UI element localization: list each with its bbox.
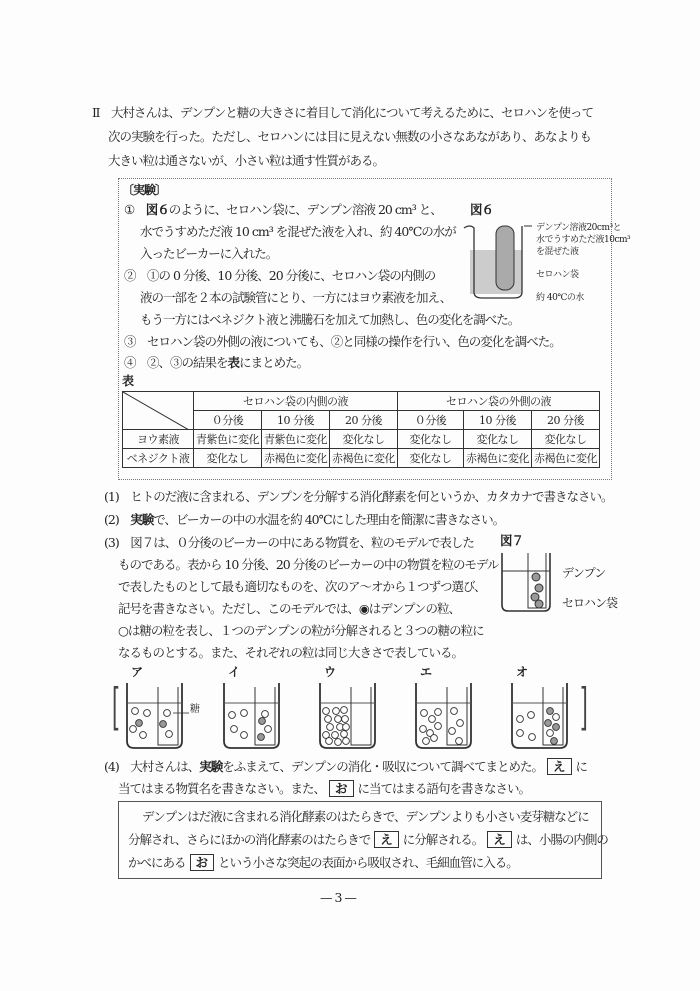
summary-line2: 分解され、さらにほかの消化酵素のはたらきで え に分解される。 え は、小腸の内側の (128, 832, 608, 847)
question-3-line1: (3) 図７は、０分後のビーカーの中にある物質を、粒のモデルで表した (104, 535, 474, 550)
starch-particle (553, 724, 560, 731)
sugar-particle (327, 724, 334, 731)
sugar-particle (132, 708, 139, 715)
option-beaker (125, 681, 189, 751)
question-3-line4: 記号を書きなさい。ただし、このモデルでは、◉はデンプンの粒、 (118, 601, 461, 616)
figure7-title: 図７ (500, 533, 524, 548)
sugar-particle (265, 726, 272, 733)
sugar-particle (517, 730, 524, 737)
sugar-particle (343, 738, 350, 745)
sugar-particle (325, 716, 332, 723)
question-3-line6: なるものとする。また、それぞれの粒は同じ大きさで表している。 (118, 645, 464, 660)
question-3-line5: ○は糖の粒を表し、１つのデンプンの粒が分解されると３つの糖の粒に (118, 623, 484, 638)
sugar-particle (341, 731, 348, 738)
figure7-beaker (498, 553, 558, 613)
option-label: ウ (324, 665, 337, 679)
step1-line3: 入ったビーカーに入れた。 (140, 246, 278, 261)
sugar-label: 糖 (190, 704, 199, 715)
sugar-particle (517, 716, 524, 723)
sugar-particle (343, 724, 350, 731)
summary-line1: デンプンはだ液に含まれる消化酵素のはたらきで、デンプンよりも小さい麦芽糖などに (142, 809, 589, 824)
sugar-particle (449, 728, 456, 735)
figure6-beaker (462, 222, 532, 302)
sugar-particle (335, 716, 342, 723)
time-header: 20 分後 (532, 411, 600, 430)
bracket-left: [ (112, 678, 120, 736)
option-beaker (222, 681, 286, 751)
option-beaker (510, 681, 574, 751)
step1-line2: 水でうすめただ液 10 cm³ を混ぜた液を入れ、約 40℃の水が (140, 224, 456, 239)
sugar-particle (457, 720, 464, 727)
sugar-particle (420, 726, 427, 733)
cell: 赤褐色に変化 (464, 449, 532, 468)
time-header: ０分後 (194, 411, 262, 430)
figure6-title: 図６ (470, 202, 494, 217)
sugar-particle (333, 708, 340, 715)
sugar-particle (342, 716, 349, 723)
step4-line: ④ ②、③の結果を表にまとめた。 (124, 355, 309, 370)
table-row (123, 430, 600, 449)
option-label: オ (516, 665, 529, 679)
starch-particle (136, 720, 143, 727)
starch-particle (545, 720, 552, 727)
figure6-label-water: 約 40℃の水 (536, 293, 584, 303)
row-header: ベネジクト液 (123, 449, 194, 468)
intro-line-1: Ⅱ 大村さんは、デンプンと糖の大きさに着目して消化について考えるために、セロハンを使って (92, 105, 594, 120)
sugar-particle (528, 712, 535, 719)
cell: 変化なし (194, 449, 262, 468)
sugar-particle (423, 738, 430, 745)
step1-line1: ① 図６のように、セロハン袋に、デンプン溶液 20 cm³ と、 (124, 202, 442, 217)
figure6-label-mix: デンプン溶液20cm³と 水でうすめただ液10cm³ を混ぜた液 (536, 223, 631, 257)
step2-line1: ② ①の 0 分後、10 分後、20 分後に、セロハン袋の内側の (124, 268, 436, 283)
option-beaker (414, 681, 478, 751)
intro-line-2: 次の実験を行った。ただし、セロハンには目に見えない無数の小さなあながあり、あなよりも (108, 129, 592, 144)
option-label: エ (420, 665, 433, 679)
sugar-particle (323, 708, 330, 715)
starch-particle (258, 734, 265, 741)
starch-particle (160, 721, 167, 728)
time-header: 20 分後 (330, 411, 398, 430)
sugar-particle (326, 738, 333, 745)
table-title: 表 (122, 374, 134, 388)
cell: 青紫色に変化 (262, 430, 330, 449)
question-3-line3: で表したものとして最も適切なものを、次のア～オから１つずつ選び、 (118, 579, 486, 594)
results-table (122, 391, 600, 468)
experiment-heading: 〔実験〕 (122, 183, 167, 197)
sugar-particle (421, 710, 428, 717)
option-label: ア (131, 665, 144, 679)
cell: 赤褐色に変化 (330, 449, 398, 468)
time-header: ０分後 (398, 411, 464, 430)
question-4-line1: (4) 大村さんは、実験をふまえて、デンプンの消化・吸収について調べてまとめた。 え に (104, 759, 588, 774)
question-4-line2: 当てはまる物質名を書きなさい。また、 お に当てはまる語句を書きなさい。 (118, 781, 531, 796)
sugar-particle (166, 731, 173, 738)
option-label: イ (228, 665, 241, 679)
group-outside: セロハン袋の外側の液 (398, 392, 600, 411)
question-2: (2) 実験で、ビーカーの中の水温を約 40℃にした理由を簡潔に書きなさい。 (104, 512, 505, 527)
sugar-particle (144, 710, 151, 717)
starch-particle (551, 738, 558, 745)
cell: 変化なし (398, 449, 464, 468)
sugar-particle (332, 732, 339, 739)
sugar-particle (229, 712, 236, 719)
sugar-particle (435, 709, 442, 716)
question-1: (1) ヒトのだ液に含まれる、デンプンを分解する消化酵素を何というか、カタカナで書きなさい。 (104, 489, 613, 504)
row-header: ヨウ素液 (123, 430, 194, 449)
cell: 変化なし (330, 430, 398, 449)
figure6-label-bag: セロハン袋 (536, 270, 579, 280)
question-3-line2: ものである。表から 10 分後、20 分後のビーカーの中の物質を粒のモデル (118, 557, 499, 572)
cell: 赤褐色に変化 (532, 449, 600, 468)
page-number: — 3 — (320, 890, 356, 905)
figure7-label-starch: デンプン (562, 566, 606, 580)
time-header: 10 分後 (464, 411, 532, 430)
sugar-particle (435, 723, 442, 730)
sugar-particle (241, 710, 248, 717)
step2-line3: もう一方にはベネジクト液と沸騰石を加えて加熱し、色の変化を調べた。 (140, 312, 520, 327)
sugar-particle (429, 716, 436, 723)
step3-line: ③ セロハン袋の外側の液についても、②と同様の操作を行い、色の変化を調べた。 (124, 334, 561, 349)
corner-cell (123, 392, 194, 430)
table-row (123, 449, 600, 468)
starch-particle (259, 718, 266, 725)
sugar-particle (431, 735, 438, 742)
sugar-particle (164, 710, 171, 717)
cell: 変化なし (398, 430, 464, 449)
step2-line2: 液の一部を２本の試験管にとり、一方にはヨウ素液を加え、 (140, 290, 452, 305)
sugar-particle (335, 739, 342, 746)
sugar-particle (241, 732, 248, 739)
option-beaker (318, 681, 382, 751)
sugar-particle (553, 714, 560, 721)
sugar-particle (231, 726, 238, 733)
sugar-particle (130, 726, 137, 733)
summary-line3: かべにある お という小さな突起の表面から吸収され、毛細血管に入る。 (128, 855, 518, 870)
sugar-particle (451, 708, 458, 715)
sugar-particle (529, 734, 536, 741)
cell: 青紫色に変化 (194, 430, 262, 449)
sugar-particle (262, 711, 269, 718)
cell: 変化なし (532, 430, 600, 449)
bracket-right: ] (580, 678, 588, 736)
figure7-label-bag: セロハン袋 (562, 596, 618, 610)
sugar-particle (456, 738, 463, 745)
sugar-particle (547, 730, 554, 737)
group-inside: セロハン袋の内側の液 (194, 392, 398, 411)
time-header: 10 分後 (262, 411, 330, 430)
intro-line-3: 大きい粒は通さないが、小さい粒は通す性質がある。 (108, 153, 385, 168)
starch-particle (547, 708, 554, 715)
sugar-particle (140, 732, 147, 739)
cell: 赤褐色に変化 (262, 449, 330, 468)
cell: 変化なし (464, 430, 532, 449)
sugar-particle (341, 707, 348, 714)
